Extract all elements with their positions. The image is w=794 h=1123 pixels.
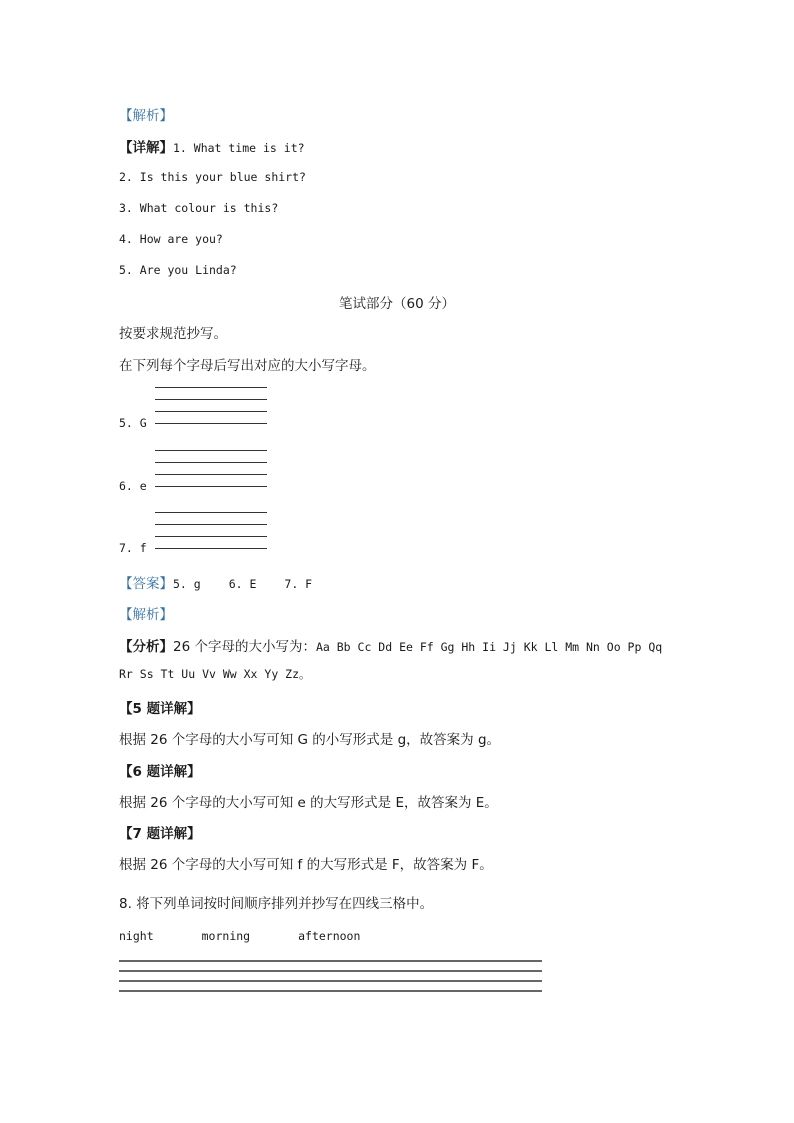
instruction-copy: 按要求规范抄写。 bbox=[119, 326, 227, 342]
answer-6: 6. E bbox=[228, 577, 257, 591]
detail-item-1: 1. What time is it? bbox=[173, 141, 305, 155]
word-morning: morning bbox=[201, 929, 251, 943]
detail-item-5: 5. Are you Linda? bbox=[119, 263, 237, 277]
writing-staff-5[interactable] bbox=[155, 387, 267, 435]
analysis2-tag: 【解析】 bbox=[119, 607, 173, 623]
writing-staff-8[interactable] bbox=[119, 960, 542, 1000]
alphabet-line-2: Rr Ss Tt Uu Vv Ww Xx Yy Zz。 bbox=[119, 667, 311, 681]
writing-staff-6[interactable] bbox=[155, 450, 267, 498]
q7-text: 根据 26 个字母的大小写可知 f 的大写形式是 F，故答案为 F。 bbox=[119, 857, 493, 873]
q5-text: 根据 26 个字母的大小写可知 G 的小写形式是 g，故答案为 g。 bbox=[119, 732, 501, 748]
letter-prompt-5: 5. G bbox=[119, 416, 147, 430]
detail-line-1 bbox=[119, 136, 305, 156]
answer-7: 7. F bbox=[284, 577, 313, 591]
detail-tag: 【详解】 bbox=[119, 140, 173, 156]
answer-5: 5. g bbox=[173, 577, 201, 591]
alphabet-line-1: Aa Bb Cc Dd Ee Ff Gg Hh Ii Jj Kk Ll Mm Nn Oo Pp Qq bbox=[315, 640, 663, 654]
analysis-text-cn: 26 个字母的大小写为： bbox=[173, 639, 316, 655]
q5-tag: 【5 题详解】 bbox=[119, 701, 201, 717]
analysis-tag: 【解析】 bbox=[119, 108, 173, 124]
letter-prompt-7: 7. f bbox=[119, 541, 147, 555]
answer-line bbox=[119, 572, 312, 592]
letter-prompt-6: 6. e bbox=[119, 479, 147, 493]
q6-tag: 【6 题详解】 bbox=[119, 764, 201, 780]
word-night: night bbox=[119, 929, 154, 943]
q6-text: 根据 26 个字母的大小写可知 e 的大写形式是 E，故答案为 E。 bbox=[119, 795, 498, 811]
analysis-sub-tag: 【分析】 bbox=[119, 639, 173, 655]
analysis-text-line bbox=[119, 635, 662, 655]
detail-item-3: 3. What colour is this? bbox=[119, 201, 279, 215]
writing-staff-7[interactable] bbox=[155, 512, 267, 560]
section-title: 笔试部分（60 分） bbox=[339, 296, 455, 312]
question8-words bbox=[119, 929, 360, 943]
question8-prompt: 8. 将下列单词按时间顺序排列并抄写在四线三格中。 bbox=[119, 896, 434, 912]
word-afternoon: afternoon bbox=[298, 929, 361, 943]
answer-tag: 【答案】 bbox=[119, 576, 173, 592]
detail-item-2: 2. Is this your blue shirt? bbox=[119, 170, 306, 184]
instruction-letters: 在下列每个字母后写出对应的大小写字母。 bbox=[119, 358, 376, 374]
detail-item-4: 4. How are you? bbox=[119, 232, 223, 246]
q7-tag: 【7 题详解】 bbox=[119, 826, 201, 842]
